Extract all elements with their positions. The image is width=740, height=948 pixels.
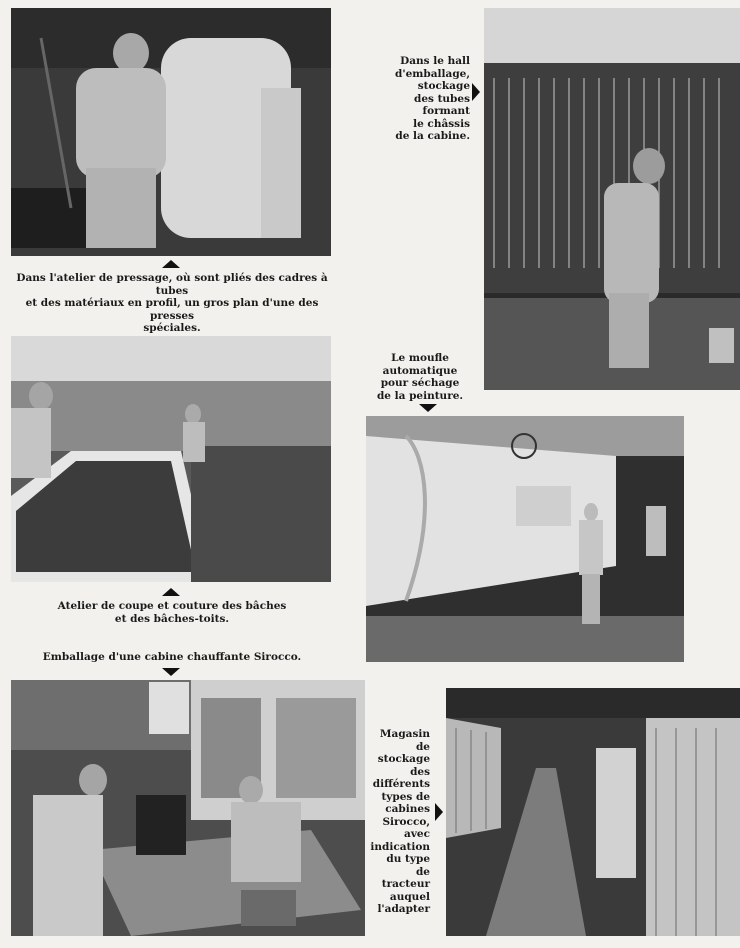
photo-magasin [446,688,740,936]
caption-line: avec [404,828,430,840]
caption-line: auquel [389,890,430,903]
caption-magasin [370,728,430,916]
arrow-down-icon [419,404,437,412]
caption-atelier-coupe [8,600,336,625]
caption-line: de la cabine. [395,130,470,142]
caption-line: différents [372,778,430,790]
caption-line: du type [386,853,430,865]
caption-line: types de [381,790,430,803]
caption-line: stockage [417,80,470,92]
caption-line: cabines [385,803,430,815]
caption-line: Dans l'atelier de pressage, où sont pliés des cadres à tubes [16,272,328,297]
caption-line: formant [422,105,470,117]
caption-atelier-pressage [8,272,336,335]
photo-emballage-cabine [11,680,365,936]
arrow-right-icon [472,83,480,101]
caption-line: Sirocco, [382,815,430,828]
caption-line: Atelier de coupe et couture des bâches [57,600,287,612]
caption-moufle [370,352,470,402]
photo-atelier-coupe [11,336,331,582]
caption-line: des tubes [413,92,470,105]
photo-atelier-pressage [11,8,331,256]
caption-line: stockage [377,753,430,765]
arrow-down-icon [162,668,180,676]
caption-line: l'adapter [377,903,430,915]
arrow-right-icon [435,803,443,821]
caption-line: et des bâches-toits. [114,612,230,625]
caption-line: Dans le hall [400,55,470,67]
caption-line: automatique [382,364,458,377]
caption-line: de [415,865,430,878]
caption-line: tracteur [381,878,430,890]
caption-line: de la peinture. [376,389,464,402]
caption-line: et des matériaux en profil, un gros plan d'une des presses [25,297,319,322]
caption-line: spéciales. [143,322,201,334]
arrow-up-icon [162,588,180,596]
caption-line: Magasin [379,728,430,740]
caption-hall-emballage [380,55,470,143]
caption-line: le châssis [413,117,470,130]
caption-emballage-cabine [8,651,336,664]
caption-line: d'emballage, [395,67,470,80]
caption-line: de [415,740,430,753]
caption-line: pour séchage [380,377,460,389]
photo-moufle [366,416,684,662]
photo-hall-emballage [484,8,740,390]
caption-line: indication [370,840,430,853]
caption-line: Emballage d'une cabine chauffante Sirocco. [42,651,302,663]
caption-line: Le moufle [391,352,449,364]
caption-line: des [410,765,430,778]
arrow-up-icon [162,260,180,268]
